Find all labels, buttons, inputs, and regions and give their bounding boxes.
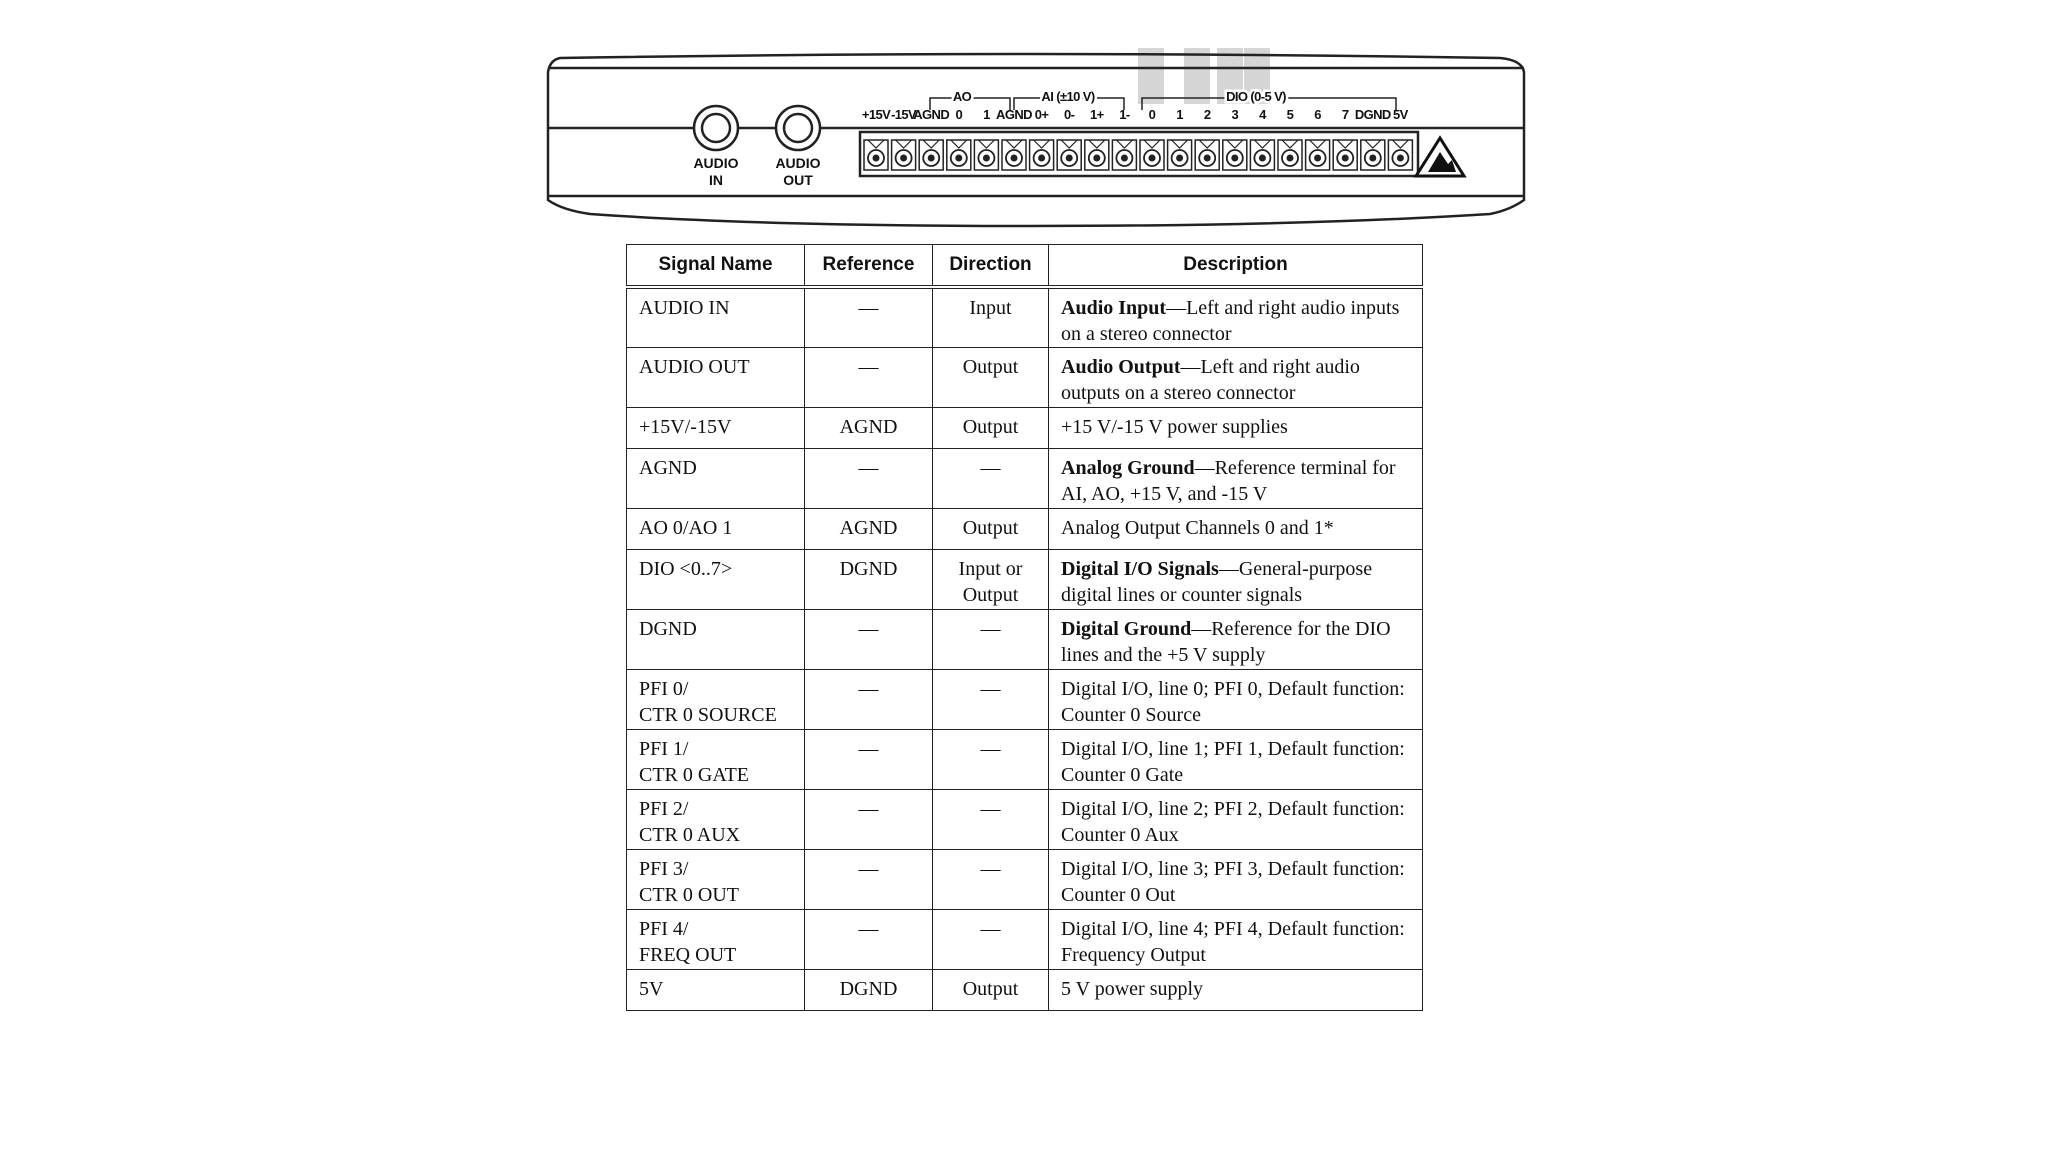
direction-cell: — xyxy=(933,610,1049,670)
reference-cell: AGND xyxy=(805,408,933,449)
reference-cell: — xyxy=(805,287,933,348)
pin-label: 3 xyxy=(1231,107,1239,122)
table-row xyxy=(627,287,1423,348)
pin-label: 1+ xyxy=(1089,107,1104,122)
description-text: Analog Output Channels 0 and 1* xyxy=(1061,517,1334,539)
terminal-screw xyxy=(1195,140,1219,170)
ai-group-label: AI (±10 V) xyxy=(1041,89,1095,104)
table-row xyxy=(627,730,1423,790)
pin-label: 0 xyxy=(1148,107,1156,122)
description-text: —Left and right audio inputs on a stereo connector xyxy=(1061,297,1400,345)
highlight-bar xyxy=(1138,48,1164,104)
reference-cell: DGND xyxy=(805,550,933,610)
signal-name-line2: FREQ OUT xyxy=(639,944,737,966)
signal-name-cell xyxy=(627,509,805,550)
pin-label: 5V xyxy=(1393,107,1408,122)
signal-name-line1: AO 0/AO 1 xyxy=(639,517,733,539)
description-term: Audio Output xyxy=(1061,356,1181,378)
header-signal-name: Signal Name xyxy=(627,245,805,288)
dio-group-label: DIO (0-5 V) xyxy=(1226,89,1286,104)
pin-label: 7 xyxy=(1341,107,1349,122)
reference-cell: — xyxy=(805,730,933,790)
audio-out-jack xyxy=(775,106,820,188)
signal-name-line1: AUDIO IN xyxy=(639,297,730,319)
terminal-screw xyxy=(919,140,943,170)
table-row xyxy=(627,610,1423,670)
jack-label-line1: AUDIO xyxy=(775,155,821,171)
reference-cell: DGND xyxy=(805,970,933,1011)
signal-name-cell xyxy=(627,348,805,408)
signal-name-line1: PFI 3/ xyxy=(639,858,689,880)
table-row xyxy=(627,910,1423,970)
description-cell xyxy=(1049,610,1423,670)
reference-cell: — xyxy=(805,790,933,850)
pin-label: 4 xyxy=(1259,107,1266,122)
table-row xyxy=(627,850,1423,910)
terminal-screw xyxy=(1112,140,1136,170)
description-text: —Left and right audio outputs on a stereo connector xyxy=(1061,356,1360,404)
description-text: Digital I/O, line 2; PFI 2, Default function: Counter 0 Aux xyxy=(1061,798,1405,846)
terminal-screw xyxy=(1030,140,1054,170)
description-cell xyxy=(1049,509,1423,550)
direction-cell: Input or Output xyxy=(933,550,1049,610)
description-text: Digital I/O, line 4; PFI 4, Default function: Frequency Output xyxy=(1061,918,1405,966)
signal-name-line1: PFI 4/ xyxy=(639,918,689,940)
signal-name-cell xyxy=(627,910,805,970)
description-term: Analog Ground xyxy=(1061,457,1195,479)
direction-cell: — xyxy=(933,790,1049,850)
terminal-screw xyxy=(1168,140,1192,170)
pin-label: 5 xyxy=(1286,107,1294,122)
description-cell xyxy=(1049,550,1423,610)
table-row xyxy=(627,509,1423,550)
description-cell xyxy=(1049,287,1423,348)
signal-name-cell xyxy=(627,287,805,348)
reference-cell: — xyxy=(805,910,933,970)
terminal-screw xyxy=(864,140,888,170)
direction-cell: Input xyxy=(933,287,1049,348)
pin-label: 0- xyxy=(1064,107,1075,122)
terminal-screw xyxy=(1140,140,1164,170)
description-text: 5 V power supply xyxy=(1061,978,1204,1000)
terminal-screw xyxy=(1223,140,1247,170)
terminal-screw xyxy=(974,140,998,170)
jack-label-line2: IN xyxy=(709,172,723,188)
signal-name-line1: PFI 0/ xyxy=(639,678,689,700)
direction-cell: Output xyxy=(933,509,1049,550)
signal-name-line1: PFI 1/ xyxy=(639,738,689,760)
pin-label: -15V xyxy=(891,107,917,122)
direction-cell: — xyxy=(933,910,1049,970)
terminal-screw xyxy=(892,140,916,170)
signal-name-cell xyxy=(627,610,805,670)
signal-name-cell xyxy=(627,730,805,790)
terminal-screw xyxy=(1388,140,1412,170)
reference-cell: — xyxy=(805,850,933,910)
signal-name-cell xyxy=(627,970,805,1011)
signal-name-line2: CTR 0 SOURCE xyxy=(639,704,777,726)
pin-label: +15V xyxy=(861,107,891,122)
table-row xyxy=(627,449,1423,509)
description-term: Digital I/O Signals xyxy=(1061,558,1219,580)
signal-name-line2: CTR 0 GATE xyxy=(639,764,749,786)
direction-cell: — xyxy=(933,730,1049,790)
terminal-screw xyxy=(1361,140,1385,170)
pin-label: DGND xyxy=(1354,107,1391,122)
description-cell xyxy=(1049,730,1423,790)
signal-name-line1: DGND xyxy=(639,618,697,640)
reference-cell: — xyxy=(805,348,933,408)
description-cell xyxy=(1049,910,1423,970)
audio-in-jack xyxy=(693,106,738,188)
reference-cell: AGND xyxy=(805,509,933,550)
signal-table xyxy=(626,244,1423,1011)
signal-name-line1: DIO <0..7> xyxy=(639,558,733,580)
table-header-row xyxy=(627,245,1423,288)
signal-name-line1: AUDIO OUT xyxy=(639,356,750,378)
pin-label: AGND xyxy=(913,107,950,122)
ao-group-label: AO xyxy=(952,89,972,104)
table-row xyxy=(627,550,1423,610)
header-description: Description xyxy=(1049,245,1423,288)
table-row xyxy=(627,790,1423,850)
description-cell xyxy=(1049,790,1423,850)
pin-label: 0 xyxy=(955,107,963,122)
pin-label: 6 xyxy=(1314,107,1321,122)
reference-cell: — xyxy=(805,670,933,730)
terminal-screw xyxy=(1057,140,1081,170)
pin-label: 2 xyxy=(1203,107,1211,122)
terminal-screw xyxy=(1250,140,1274,170)
signal-name-cell xyxy=(627,850,805,910)
description-text: Digital I/O, line 0; PFI 0, Default function: Counter 0 Source xyxy=(1061,678,1405,726)
signal-name-cell xyxy=(627,550,805,610)
description-text: —General-purpose digital lines or counter signals xyxy=(1061,558,1373,606)
signal-name-line2: CTR 0 AUX xyxy=(639,824,741,846)
table-row xyxy=(627,408,1423,449)
direction-cell: Output xyxy=(933,408,1049,449)
signal-name-cell xyxy=(627,449,805,509)
direction-cell: Output xyxy=(933,970,1049,1011)
pin-label: AGND xyxy=(996,107,1032,122)
pin-label: 1 xyxy=(1176,107,1183,122)
description-text: Digital I/O, line 3; PFI 3, Default function: Counter 0 Out xyxy=(1061,858,1405,906)
signal-name-line1: AGND xyxy=(639,457,697,479)
pin-label: 0+ xyxy=(1034,107,1049,122)
highlight-bar xyxy=(1184,48,1210,104)
description-cell xyxy=(1049,970,1423,1011)
pin-label: 1 xyxy=(983,107,990,122)
device-illustration xyxy=(0,0,2048,240)
description-text: —Reference for the DIO lines and the +5 V supply xyxy=(1061,618,1391,666)
description-text: +15 V/-15 V power supplies xyxy=(1061,416,1288,438)
header-direction: Direction xyxy=(933,245,1049,288)
direction-cell: — xyxy=(933,850,1049,910)
signal-name-cell xyxy=(627,670,805,730)
description-text: Digital I/O, line 1; PFI 1, Default function: Counter 0 Gate xyxy=(1061,738,1405,786)
jack-label-line1: AUDIO xyxy=(693,155,739,171)
signal-name-line2: CTR 0 OUT xyxy=(639,884,739,906)
reference-cell: — xyxy=(805,610,933,670)
table-row xyxy=(627,670,1423,730)
esd-warning-icon xyxy=(1416,138,1464,176)
description-cell xyxy=(1049,850,1423,910)
table-row xyxy=(627,348,1423,408)
terminal-screw xyxy=(1333,140,1357,170)
terminal-screw xyxy=(947,140,971,170)
signal-name-line1: PFI 2/ xyxy=(639,798,689,820)
description-cell xyxy=(1049,449,1423,509)
terminal-screw xyxy=(1085,140,1109,170)
terminal-screw xyxy=(1306,140,1330,170)
header-reference: Reference xyxy=(805,245,933,288)
description-term: Digital Ground xyxy=(1061,618,1192,640)
description-term: Audio Input xyxy=(1061,297,1167,319)
description-cell xyxy=(1049,408,1423,449)
terminal-screw xyxy=(1278,140,1302,170)
signal-name-line1: 5V xyxy=(639,978,664,1000)
description-cell xyxy=(1049,670,1423,730)
terminal-block xyxy=(860,132,1418,176)
reference-cell: — xyxy=(805,449,933,509)
signal-name-line1: +15V/-15V xyxy=(639,416,732,438)
direction-cell: — xyxy=(933,670,1049,730)
terminal-screw xyxy=(1002,140,1026,170)
direction-cell: Output xyxy=(933,348,1049,408)
pin-label: 1- xyxy=(1119,107,1130,122)
direction-cell: — xyxy=(933,449,1049,509)
description-cell xyxy=(1049,348,1423,408)
signal-name-cell xyxy=(627,790,805,850)
jack-label-line2: OUT xyxy=(783,172,813,188)
table-row xyxy=(627,970,1423,1011)
signal-name-cell xyxy=(627,408,805,449)
description-text: —Reference terminal for AI, AO, +15 V, and -15 V xyxy=(1061,457,1396,505)
